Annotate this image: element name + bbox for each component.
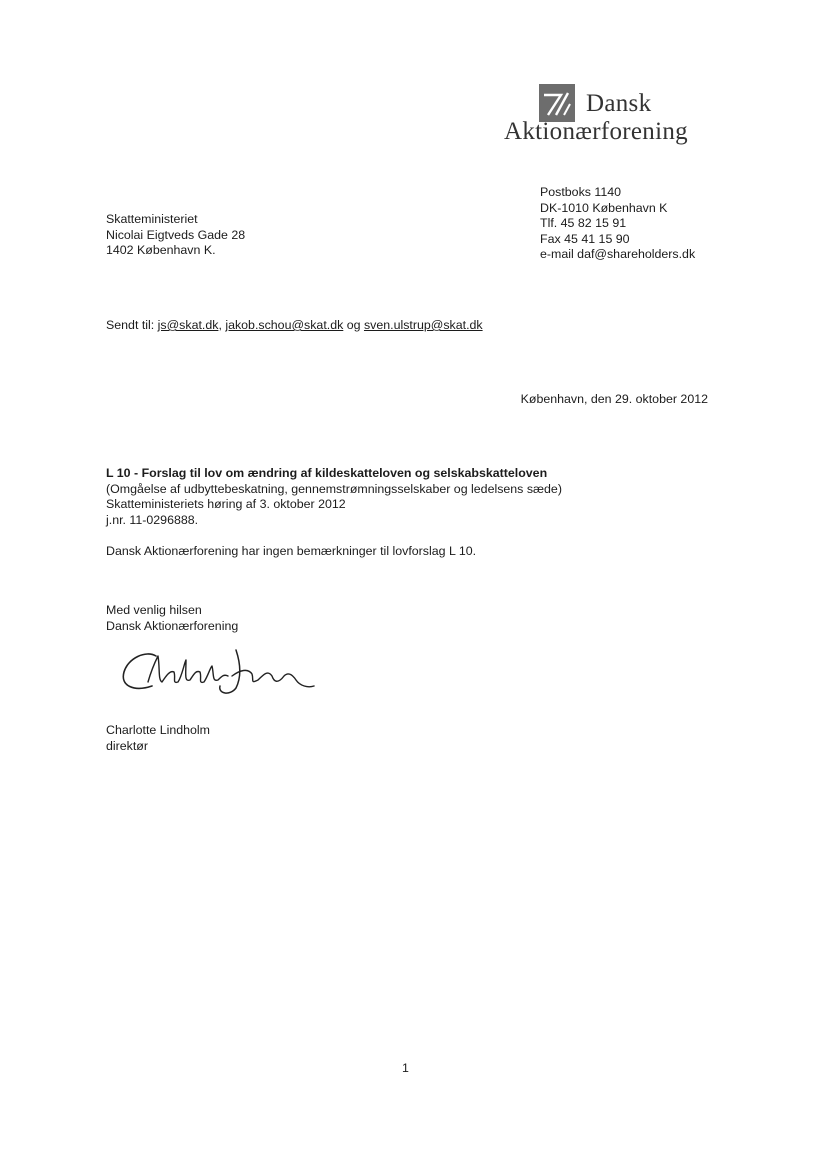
- subject-reference: j.nr. 11-0296888.: [106, 512, 199, 527]
- subject-line: (Omgåelse af udbyttebeskatning, gennemstrømningsselskaber og ledelsens sæde): [106, 481, 562, 496]
- subject-line: Skatteministeriets høring af 3. oktober 2012: [106, 497, 346, 512]
- logo: [504, 84, 714, 154]
- logo-name-line2: Aktionærforening: [504, 118, 688, 145]
- sent-to-prefix: Sendt til:: [106, 318, 158, 332]
- subject-block: [106, 466, 562, 528]
- signer-name: Charlotte Lindholm: [106, 723, 211, 737]
- email-link-js[interactable]: js@skat.dk: [157, 318, 219, 332]
- sender-line: DK-1010 København K: [540, 200, 668, 215]
- body-paragraph: Dansk Aktionærforening har ingen bemærkninger til lovforslag L 10.: [106, 544, 477, 558]
- sender-line: Tlf. 45 82 15 91: [540, 216, 627, 231]
- logo-name-line1: Dansk: [586, 90, 652, 117]
- email-link-sven[interactable]: sven.ulstrup@skat.dk: [363, 318, 483, 332]
- recipient-line: 1402 København K.: [106, 243, 216, 258]
- closing-block: [106, 603, 238, 634]
- letter-date: København, den 29. oktober 2012: [520, 392, 708, 406]
- separator: ,: [218, 318, 226, 332]
- recipient-line: Skatteministeriet: [106, 212, 198, 226]
- closing-organization: Dansk Aktionærforening: [106, 618, 239, 633]
- recipient-line: Nicolai Eigtveds Gade 28: [106, 227, 246, 242]
- sender-address: [540, 185, 695, 263]
- handwritten-signature: [118, 646, 318, 706]
- page-number: 1: [402, 1061, 409, 1075]
- closing-greeting: Med venlig hilsen: [106, 603, 202, 617]
- sender-line: Postboks 1140: [540, 185, 622, 199]
- sent-to-line: [106, 318, 483, 334]
- signer-block: [106, 723, 210, 754]
- logo-mark-icon: [539, 84, 575, 122]
- separator: og: [343, 318, 364, 332]
- signer-title: direktør: [106, 738, 148, 753]
- email-link-jakob[interactable]: jakob.schou@skat.dk: [225, 318, 344, 332]
- sender-email: e-mail daf@shareholders.dk: [540, 247, 696, 262]
- sender-line: Fax 45 41 15 90: [540, 231, 630, 246]
- recipient-address: [106, 212, 245, 259]
- subject-title: L 10 - Forslag til lov om ændring af kildeskatteloven og selskabskatteloven: [106, 466, 548, 480]
